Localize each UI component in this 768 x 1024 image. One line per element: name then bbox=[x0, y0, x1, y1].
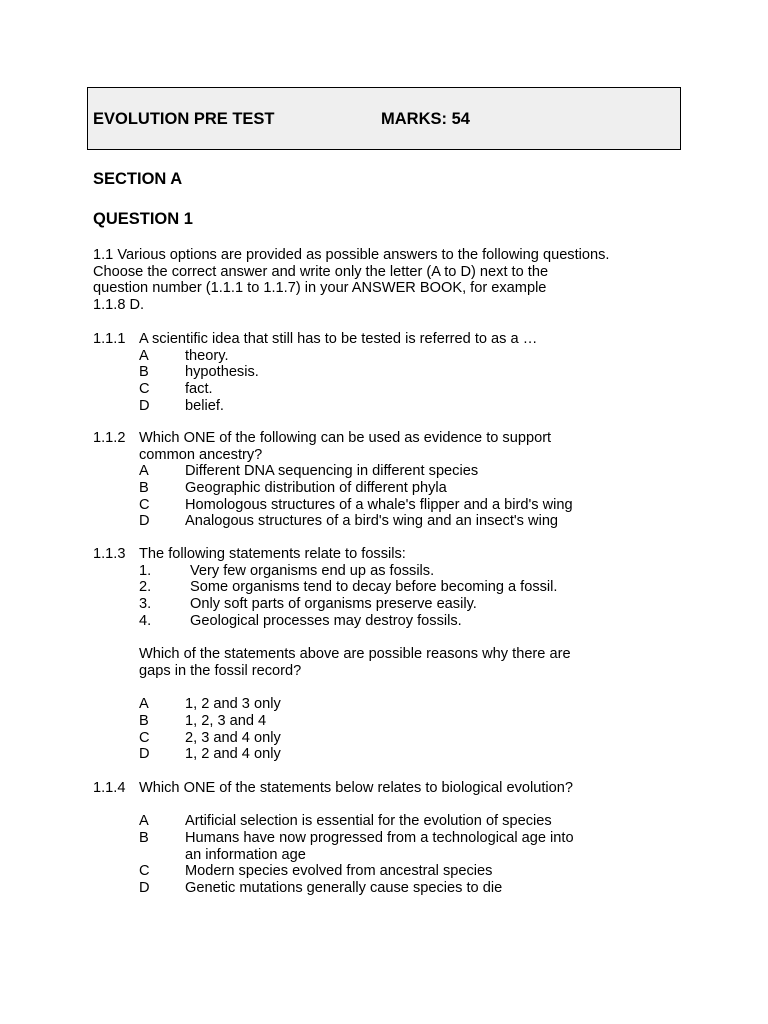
option-b bbox=[93, 480, 653, 497]
option-letter: A bbox=[139, 463, 149, 480]
option-text: 1, 2 and 3 only bbox=[185, 696, 281, 713]
statement-number: 3. bbox=[139, 596, 152, 613]
option-text: Genetic mutations generally cause species to die bbox=[185, 880, 503, 897]
option-letter: B bbox=[139, 480, 149, 497]
option-letter: A bbox=[139, 696, 149, 713]
option-text: Homologous structures of a whale's flipper and a bird's wing bbox=[185, 496, 573, 513]
instructions-line: Choose the correct answer and write only the letter (A to D) next to the bbox=[93, 263, 549, 280]
option-c bbox=[93, 381, 653, 398]
statement-text: Only soft parts of organisms preserve easily. bbox=[190, 596, 477, 613]
option-d bbox=[93, 746, 653, 763]
option-letter: D bbox=[139, 880, 150, 897]
question-number: 1.1.2 bbox=[93, 430, 126, 446]
question-heading: QUESTION 1 bbox=[93, 210, 193, 228]
option-text: 1, 2 and 4 only bbox=[185, 746, 281, 763]
option-letter: C bbox=[139, 381, 150, 398]
question-stem-continued: common ancestry? bbox=[139, 446, 263, 463]
option-c bbox=[93, 497, 653, 514]
statement-text: Geological processes may destroy fossils. bbox=[190, 612, 462, 629]
option-text: belief. bbox=[185, 397, 224, 414]
option-letter: C bbox=[139, 496, 150, 513]
header-box bbox=[87, 87, 681, 150]
option-letter: C bbox=[139, 729, 150, 746]
option-letter: D bbox=[139, 513, 150, 530]
question-number: 1.1.4 bbox=[93, 780, 126, 796]
statement-2 bbox=[93, 579, 653, 596]
instructions-line: 1.1.8 D. bbox=[93, 297, 145, 314]
option-text: hypothesis. bbox=[185, 364, 259, 381]
option-d bbox=[93, 880, 653, 897]
question-1-1-1 bbox=[93, 331, 653, 414]
statement-number: 4. bbox=[139, 612, 152, 629]
option-letter: B bbox=[139, 364, 149, 381]
option-letter: D bbox=[139, 397, 150, 414]
question-number: 1.1.1 bbox=[93, 331, 126, 347]
option-text: fact. bbox=[185, 381, 213, 398]
option-b bbox=[93, 830, 653, 847]
option-letter: A bbox=[139, 813, 149, 830]
option-letter: D bbox=[139, 746, 150, 763]
option-text: Geographic distribution of different phyla bbox=[185, 480, 447, 497]
option-text: Analogous structures of a bird's wing and an insect's wing bbox=[185, 513, 559, 530]
question-stem: A scientific idea that still has to be tested is referred to as a … bbox=[139, 331, 538, 347]
option-a bbox=[93, 813, 653, 830]
statement-1 bbox=[93, 563, 653, 580]
option-d bbox=[93, 513, 653, 530]
option-c bbox=[93, 863, 653, 880]
option-a bbox=[93, 463, 653, 480]
option-letter: B bbox=[139, 712, 149, 729]
section-heading: SECTION A bbox=[93, 170, 183, 188]
option-b bbox=[93, 364, 653, 381]
option-text: Different DNA sequencing in different species bbox=[185, 463, 479, 480]
statement-3 bbox=[93, 596, 653, 613]
question-stem: Which ONE of the following can be used as evidence to support bbox=[139, 430, 552, 446]
option-letter: C bbox=[139, 863, 150, 880]
instructions-line: 1.1 Various options are provided as possible answers to the following questions. bbox=[93, 247, 610, 263]
question-stem: Which ONE of the statements below relates to biological evolution? bbox=[139, 780, 573, 796]
instructions bbox=[93, 247, 653, 314]
option-d bbox=[93, 398, 653, 415]
question-stem: The following statements relate to fossils: bbox=[139, 546, 406, 562]
question-1-1-2 bbox=[93, 430, 653, 530]
option-text: Modern species evolved from ancestral species bbox=[185, 863, 493, 880]
test-title: EVOLUTION PRE TEST bbox=[93, 110, 275, 128]
question-prompt-continued: gaps in the fossil record? bbox=[139, 662, 302, 679]
option-letter: A bbox=[139, 347, 149, 364]
statement-text: Some organisms tend to decay before becoming a fossil. bbox=[190, 579, 558, 596]
statement-text: Very few organisms end up as fossils. bbox=[190, 562, 435, 579]
question-1-1-4 bbox=[93, 780, 653, 897]
option-text: 1, 2, 3 and 4 bbox=[185, 712, 267, 729]
option-text: Humans have now progressed from a technological age into bbox=[185, 830, 574, 847]
option-text: 2, 3 and 4 only bbox=[185, 729, 281, 746]
option-text-continued: an information age bbox=[185, 846, 306, 863]
statement-number: 2. bbox=[139, 579, 152, 596]
statement-number: 1. bbox=[139, 562, 152, 579]
option-text: Artificial selection is essential for the evolution of species bbox=[185, 813, 552, 830]
option-letter: B bbox=[139, 830, 149, 847]
question-1-1-3 bbox=[93, 546, 653, 763]
option-a bbox=[93, 696, 653, 713]
option-c bbox=[93, 730, 653, 747]
option-b bbox=[93, 713, 653, 730]
question-prompt: Which of the statements above are possible reasons why there are bbox=[139, 646, 571, 663]
instructions-line: question number (1.1.1 to 1.1.7) in your ANSWER BOOK, for example bbox=[93, 280, 547, 297]
statement-4 bbox=[93, 613, 653, 630]
question-number: 1.1.3 bbox=[93, 546, 126, 562]
total-marks: MARKS: 54 bbox=[381, 110, 470, 128]
option-a bbox=[93, 348, 653, 365]
option-text: theory. bbox=[185, 347, 229, 364]
